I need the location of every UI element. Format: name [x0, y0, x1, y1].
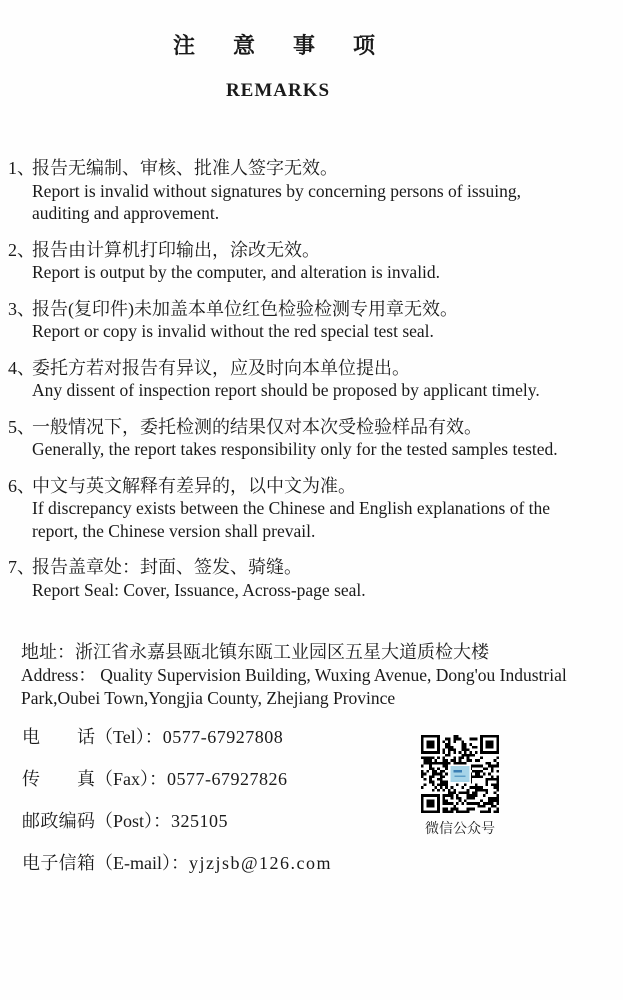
- contact-label-en: （Post）：: [95, 811, 172, 831]
- contact-value-fax: 0577-67927826: [167, 769, 288, 789]
- list-item: [8, 298, 623, 343]
- list-item: [8, 475, 623, 543]
- wechat-qr-block: [420, 735, 500, 838]
- wechat-qr-code-icon: [420, 735, 500, 813]
- item-number: 6、: [8, 475, 35, 496]
- item-body: [32, 298, 458, 343]
- list-item: [8, 556, 623, 601]
- item-text-zh: 一般情况下，委托检测的结果仅对本次受检验样品有效。: [32, 416, 482, 437]
- address-block: [21, 641, 623, 710]
- contact-value-email: yjzjsb@126.com: [188, 853, 333, 873]
- contact-label-en: （Fax）：: [95, 769, 167, 789]
- contact-label-en: （Tel）：: [95, 727, 163, 747]
- address-en-line: Address： Quality Supervision Building, Wuxing Avenue, Dong'ou Industrial: [21, 665, 567, 685]
- contact-block: [22, 726, 623, 874]
- item-text-en: Report is output by the computer, and alteration is invalid.: [32, 262, 441, 282]
- item-text-en: Generally, the report takes responsibility only for the tested samples tested.: [32, 439, 558, 459]
- item-text-zh: 委托方若对报告有异议，应及时向本单位提出。: [32, 357, 410, 378]
- address-zh: 地址：浙江省永嘉县瓯北镇东瓯工业园区五星大道质检大楼: [21, 642, 489, 662]
- contact-value-post: 325105: [171, 811, 229, 831]
- item-text-zh: 报告无编制、审核、批准人签字无效。: [32, 158, 338, 178]
- item-number: 7、: [8, 557, 35, 577]
- item-number: 5、: [8, 416, 35, 437]
- item-text-zh: 中文与英文解释有差异的，以中文为准。: [32, 475, 356, 496]
- item-body: [32, 239, 440, 284]
- list-item: [8, 357, 623, 402]
- item-body: [32, 357, 540, 402]
- item-text-en: Report Seal: Cover, Issuance, Across-page seal.: [32, 579, 366, 600]
- item-text-en: If discrepancy exists between the Chinese and English explanations of the: [32, 498, 551, 518]
- item-body: [32, 556, 366, 601]
- contact-row-email: [22, 852, 623, 874]
- qr-label: 微信公众号: [425, 822, 495, 837]
- item-number: 4、: [8, 357, 35, 378]
- contact-label-zh: 电话: [22, 727, 95, 747]
- item-body: [32, 157, 521, 225]
- contact-label-zh: 电子信箱: [22, 853, 95, 873]
- contact-label-en: （E-mail）：: [95, 853, 189, 873]
- item-body: [32, 475, 550, 543]
- page-title-zh: 注 意 事 项: [172, 33, 383, 58]
- item-body: [32, 416, 558, 461]
- item-text-zh: 报告盖章处：封面、签发、骑缝。: [32, 557, 302, 577]
- item-number: 2、: [8, 239, 35, 260]
- item-text-en: report, the Chinese version shall prevail.: [32, 520, 316, 541]
- contact-label-zh: 邮政编码: [22, 811, 95, 831]
- list-item: [8, 239, 623, 284]
- item-number: 1、: [8, 158, 35, 178]
- contact-row-post: [22, 810, 623, 832]
- item-text-en: Any dissent of inspection report should be proposed by applicant timely.: [32, 380, 540, 400]
- list-item: [8, 416, 623, 461]
- item-text-en: Report or copy is invalid without the red special test seal.: [32, 321, 434, 341]
- contact-row-fax: [22, 768, 623, 790]
- contact-label-zh: 传真: [22, 769, 95, 789]
- item-text-en: Report is invalid without signatures by concerning persons of issuing,: [32, 180, 521, 201]
- page-header: [0, 33, 556, 101]
- item-number: 3、: [8, 298, 35, 319]
- item-text-zh: 报告由计算机打印输出，涂改无效。: [32, 239, 320, 260]
- item-text-en: auditing and approvement.: [32, 203, 220, 223]
- notice-list: [8, 157, 623, 601]
- list-item: [8, 157, 623, 225]
- address-en-line: Park,Oubei Town,Yongjia County, Zhejiang Province: [21, 688, 396, 708]
- item-text-zh: 报告(复印件)未加盖本单位红色检验检测专用章无效。: [32, 298, 458, 319]
- contact-value-tel: 0577-67927808: [162, 727, 284, 747]
- page-title-en: REMARKS: [225, 80, 331, 101]
- contact-row-tel: [22, 726, 623, 748]
